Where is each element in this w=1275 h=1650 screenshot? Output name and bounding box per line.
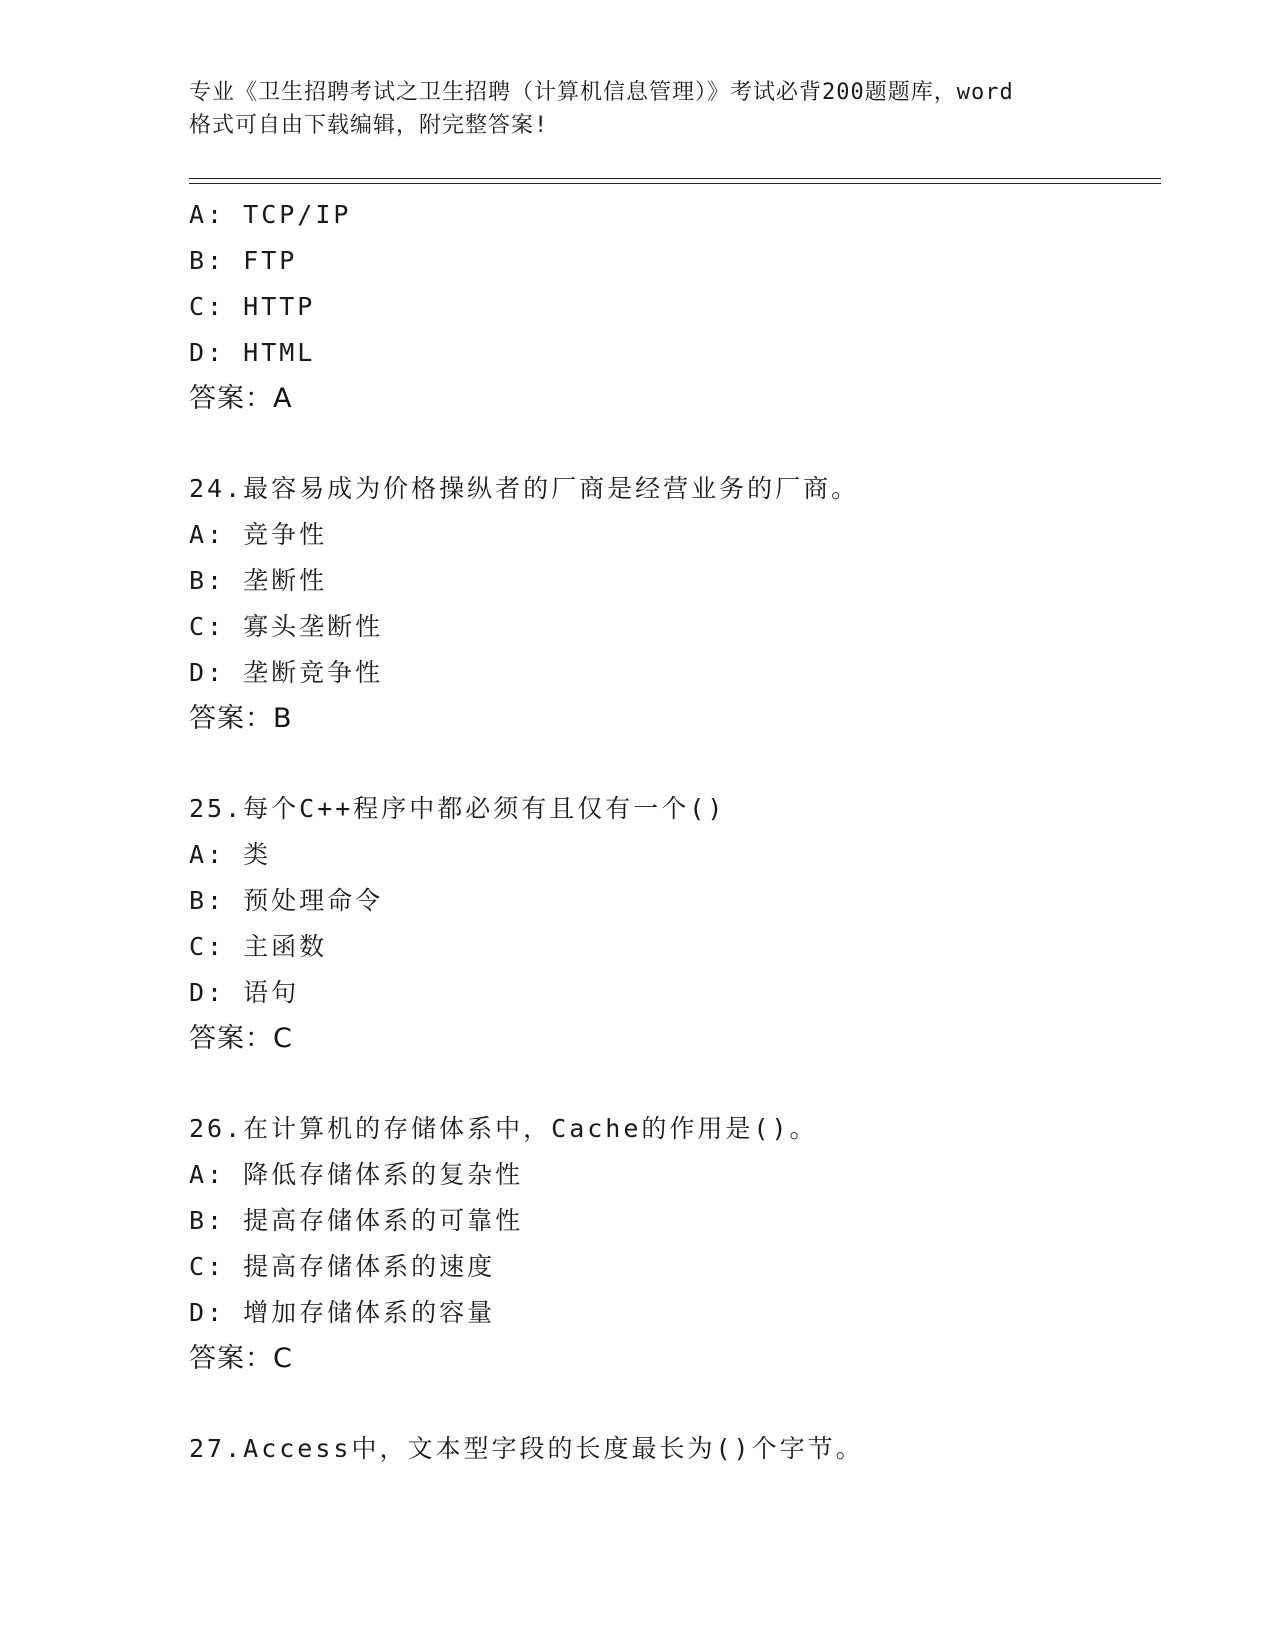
option-a: A: 类 <box>189 840 272 869</box>
option-b: B: 垄断性 <box>189 566 328 595</box>
question-text: 24.最容易成为价格操纵者的厂商是经营业务的厂商。 <box>189 474 860 503</box>
option-c: C: 提高存储体系的速度 <box>189 1252 496 1281</box>
spacer <box>189 1062 1161 1106</box>
option-d: D: 垄断竞争性 <box>189 658 384 687</box>
answer-line: 答案：A <box>189 383 293 414</box>
answer-line: 答案：B <box>189 703 293 734</box>
option-b: B: 预处理命令 <box>189 886 384 915</box>
answer-line: 答案：C <box>189 1023 293 1054</box>
question-text: 25.每个C++程序中都必须有且仅有一个() <box>189 794 726 823</box>
option-c: C: HTTP <box>189 292 316 321</box>
question-24 <box>189 466 1161 742</box>
answer-line: 答案：C <box>189 1343 293 1374</box>
option-d: D: HTML <box>189 338 316 367</box>
spacer <box>189 1382 1161 1426</box>
header-divider-bottom <box>189 183 1161 184</box>
option-d: D: 增加存储体系的容量 <box>189 1298 496 1327</box>
option-a: A: TCP/IP <box>189 200 352 229</box>
header-divider-top <box>189 178 1161 179</box>
question-list <box>189 192 1161 1472</box>
question-text: 27.Access中，文本型字段的长度最长为()个字节。 <box>189 1434 864 1463</box>
question-25 <box>189 786 1161 1062</box>
document-header <box>189 76 1089 142</box>
option-a: A: 降低存储体系的复杂性 <box>189 1160 524 1189</box>
spacer <box>189 422 1161 466</box>
option-a: A: 竞争性 <box>189 520 328 549</box>
option-c: C: 寡头垄断性 <box>189 612 384 641</box>
question-text: 26.在计算机的存储体系中，Cache的作用是()。 <box>189 1114 818 1143</box>
option-c: C: 主函数 <box>189 932 328 961</box>
option-d: D: 语句 <box>189 978 300 1007</box>
header-line-2: 格式可自由下载编辑，附完整答案! <box>189 113 549 138</box>
option-b: B: FTP <box>189 246 298 275</box>
question-27 <box>189 1426 1161 1472</box>
spacer <box>189 742 1161 786</box>
question-26 <box>189 1106 1161 1382</box>
header-line-1: 专业《卫生招聘考试之卫生招聘（计算机信息管理）》考试必背200题题库，word <box>189 80 1014 105</box>
question-23 <box>189 192 1161 422</box>
option-b: B: 提高存储体系的可靠性 <box>189 1206 524 1235</box>
